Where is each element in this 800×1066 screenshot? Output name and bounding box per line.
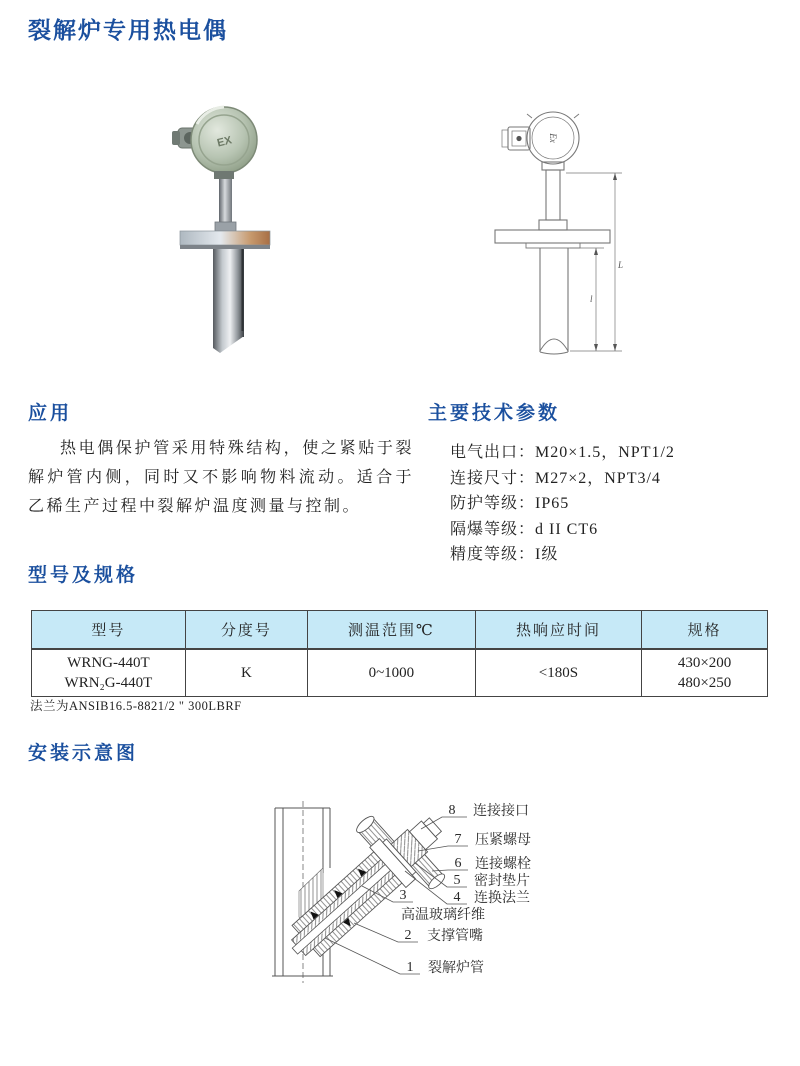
dim-label-l: l <box>590 294 593 304</box>
drawing-flange <box>495 230 610 243</box>
flange <box>180 231 270 245</box>
application-text: 热电偶保护管采用特殊结构，使之紧贴于裂解炉管内侧，同时又不影响物料流动。适合于乙稀生产过程中裂解炉温度测量与控制。 <box>28 440 414 515</box>
col-response: 热响应时间 <box>475 611 641 650</box>
table-footnote: 法兰为ANSIB16.5-8821/2 " 300LBRF <box>30 699 242 713</box>
col-graduation: 分度号 <box>185 611 307 650</box>
part-label: 连换法兰 <box>474 891 530 906</box>
part-label: 连接螺栓 <box>475 857 531 872</box>
col-model: 型号 <box>32 611 186 650</box>
part-label: 压紧螺母 <box>475 833 531 848</box>
part-number: 4 <box>453 890 461 905</box>
installation-heading: 安装示意图 <box>28 743 139 764</box>
tech-params-heading: 主要技术参数 <box>428 403 561 424</box>
part-number: 8 <box>448 803 456 818</box>
param-explosion-class: 隔爆等级：d II CT6 <box>450 520 599 538</box>
cell-response: <180S <box>475 649 641 697</box>
part-label: 裂解炉管 <box>428 961 484 976</box>
part-number: 1 <box>406 960 414 975</box>
dimension-drawing <box>462 100 657 380</box>
spec-table <box>31 610 768 697</box>
tube-bottom-arc <box>540 339 568 351</box>
protection-tube <box>213 249 244 337</box>
cell-range: 0~1000 <box>307 649 475 697</box>
thermocouple-photo-shapes <box>172 107 270 353</box>
part-number: 7 <box>454 832 462 847</box>
cell-spec: 430×200 480×250 <box>642 649 768 697</box>
part-label: 密封垫片 <box>474 874 530 889</box>
spec-heading: 型号及规格 <box>28 565 139 586</box>
page-title: 裂解炉专用热电偶 <box>28 17 228 43</box>
product-photo <box>150 98 350 373</box>
dim-label-L: L <box>618 260 624 270</box>
part-number: 6 <box>454 856 462 871</box>
cell-model: WRNG-440T WRN₂G-440T <box>32 649 186 697</box>
drawing-ex-marking: Ex <box>548 133 558 143</box>
param-connection-size: 连接尺寸：M27×2，NPT3/4 <box>450 469 661 487</box>
col-range: 测温范围℃ <box>307 611 475 650</box>
param-protection-class: 防护等级：IP65 <box>450 495 570 512</box>
tech-params-list <box>450 440 675 568</box>
drawing-outline <box>495 112 622 354</box>
part-number: 2 <box>404 928 412 943</box>
part-label: 支撑管嘴 <box>427 929 483 944</box>
col-spec: 规格 <box>642 611 768 650</box>
part-number: 3 <box>399 888 407 903</box>
stem <box>219 179 232 222</box>
application-heading: 应用 <box>28 403 73 424</box>
spec-table-header-row <box>32 611 768 650</box>
head-ex-marking: EX <box>215 134 234 150</box>
param-electrical-outlet: 电气出口：M20×1.5，NPT1/2 <box>450 444 675 461</box>
part-number: 5 <box>453 873 461 888</box>
part-label: 连接接口 <box>473 804 529 819</box>
part-label: 高温玻璃纤维 <box>401 908 485 923</box>
spec-table-row <box>32 649 768 697</box>
installation-diagram <box>255 783 555 1013</box>
cell-graduation: K <box>185 649 307 697</box>
param-accuracy-class: 精度等级：I级 <box>450 546 559 563</box>
